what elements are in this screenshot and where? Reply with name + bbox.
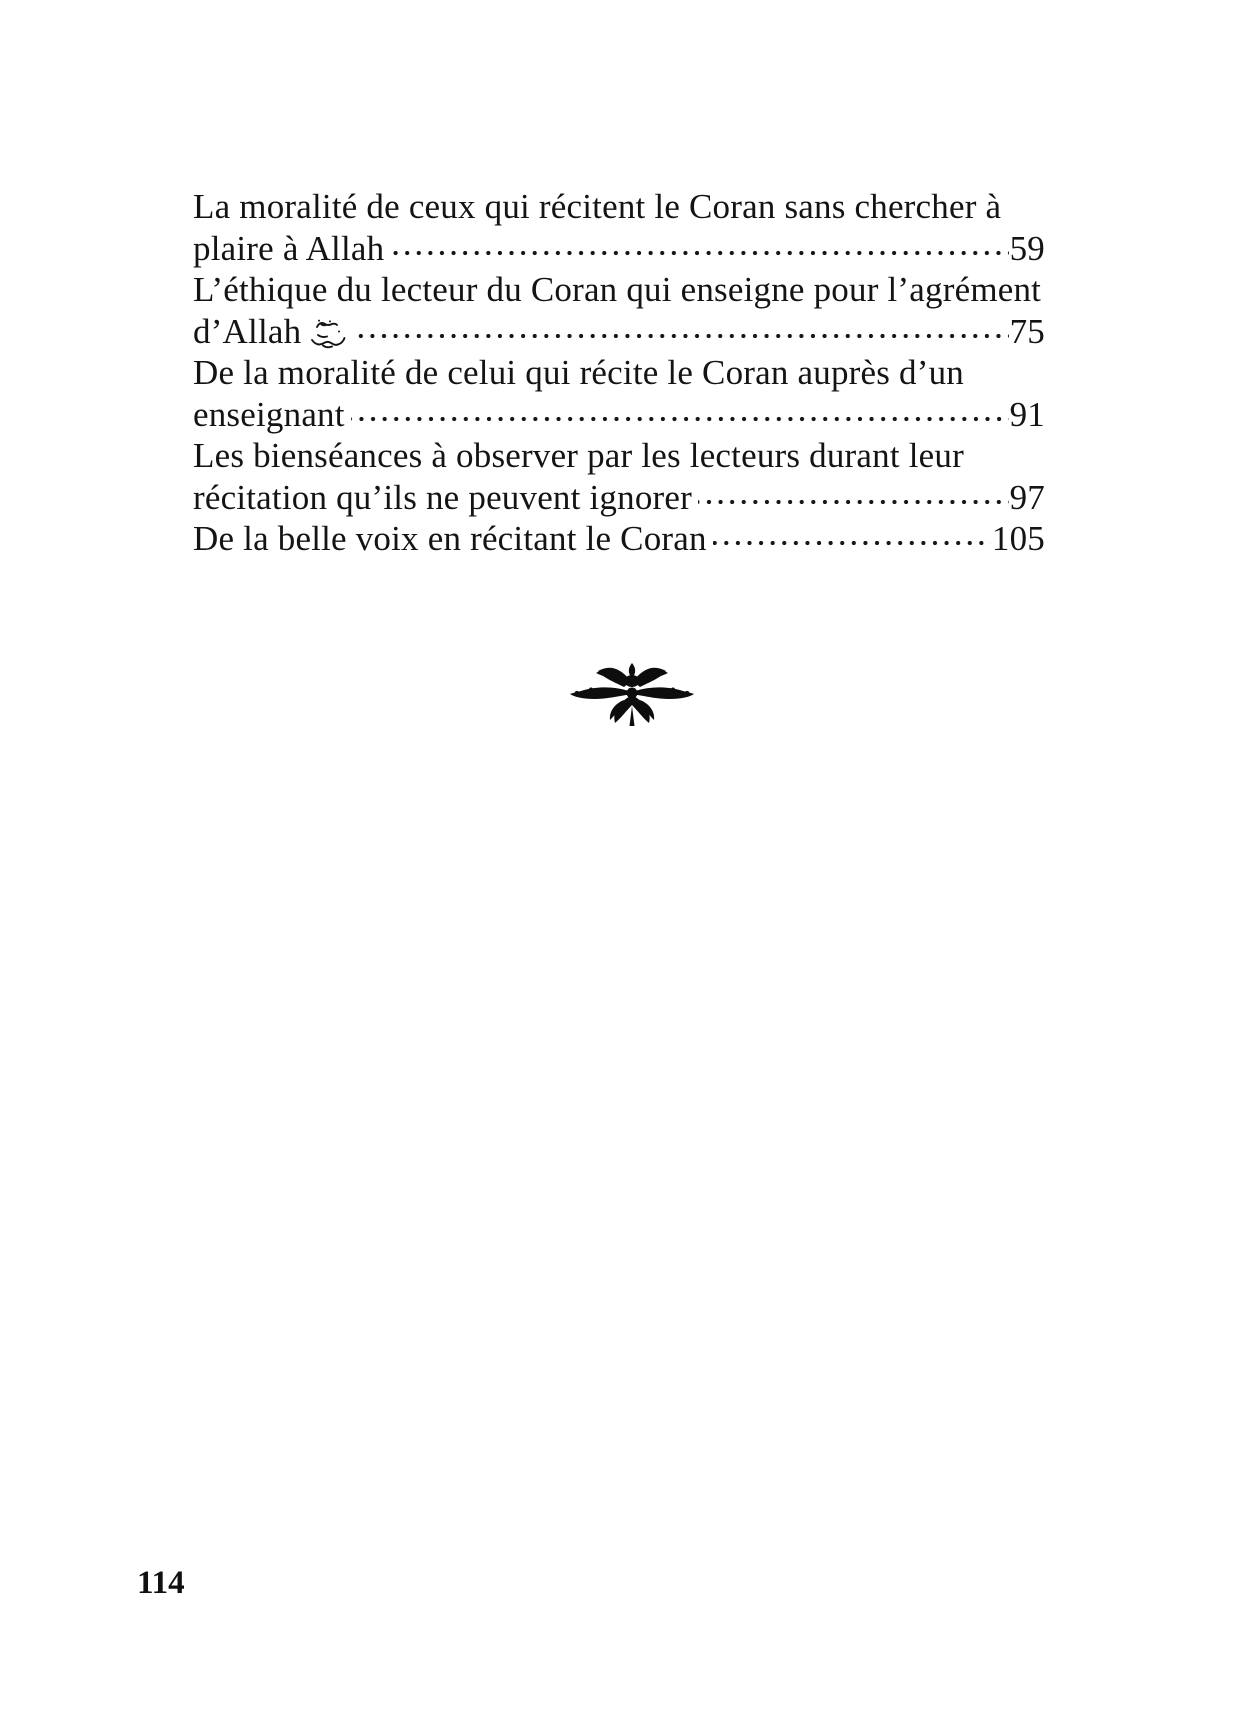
toc-entry-last-line xyxy=(193,228,1045,270)
toc-entry-first-line: De la moralité de celui qui récite le Coran auprès d’un xyxy=(193,353,964,392)
toc-list xyxy=(193,186,1045,560)
toc-entry-page-number: 97 xyxy=(1009,477,1045,517)
toc-entry-text: plaire à Allah xyxy=(193,228,385,268)
toc-entry-last-line xyxy=(193,311,1045,353)
toc-entry-text: d’Allah xyxy=(193,311,302,351)
toc-entry-first-line: Les bienséances à observer par les lecteurs durant leur xyxy=(193,436,964,475)
azza-wa-jall-calligraphy-icon xyxy=(309,318,347,350)
dot-leader xyxy=(353,330,1008,343)
toc-entry xyxy=(193,518,1045,560)
toc-entry-first-line: La moralité de ceux qui récitent le Coran sans chercher à xyxy=(193,187,1002,226)
dot-leader xyxy=(698,496,1009,509)
dot-leader xyxy=(390,247,1008,260)
toc-entry xyxy=(193,186,1045,269)
toc-entry-page-number: 75 xyxy=(1009,311,1045,351)
toc-entry-page-number: 105 xyxy=(991,519,1045,558)
toc-entry xyxy=(193,269,1045,352)
toc-entry xyxy=(193,435,1045,518)
toc-entry xyxy=(193,352,1045,435)
floral-fleuron-ornament xyxy=(569,662,695,728)
toc-entry-last-line xyxy=(193,477,1045,519)
toc-entry-text: récitation qu’ils ne peuvent ignorer xyxy=(193,477,692,517)
toc-entry-first-line: L’éthique du lecteur du Coran qui enseigne pour l’agrément xyxy=(193,270,1042,309)
dot-leader xyxy=(351,413,1009,426)
toc-entry-last-line xyxy=(193,518,1045,560)
page-number-folio: 114 xyxy=(137,1565,185,1601)
toc-entry-text: enseignant xyxy=(193,394,345,434)
toc-entry-page-number: 59 xyxy=(1009,228,1045,268)
toc-entry-last-line xyxy=(193,394,1045,436)
dot-leader xyxy=(713,537,991,550)
toc-entry-page-number: 91 xyxy=(1009,394,1045,434)
toc-entry-text: De la belle voix en récitant le Coran xyxy=(193,519,707,558)
